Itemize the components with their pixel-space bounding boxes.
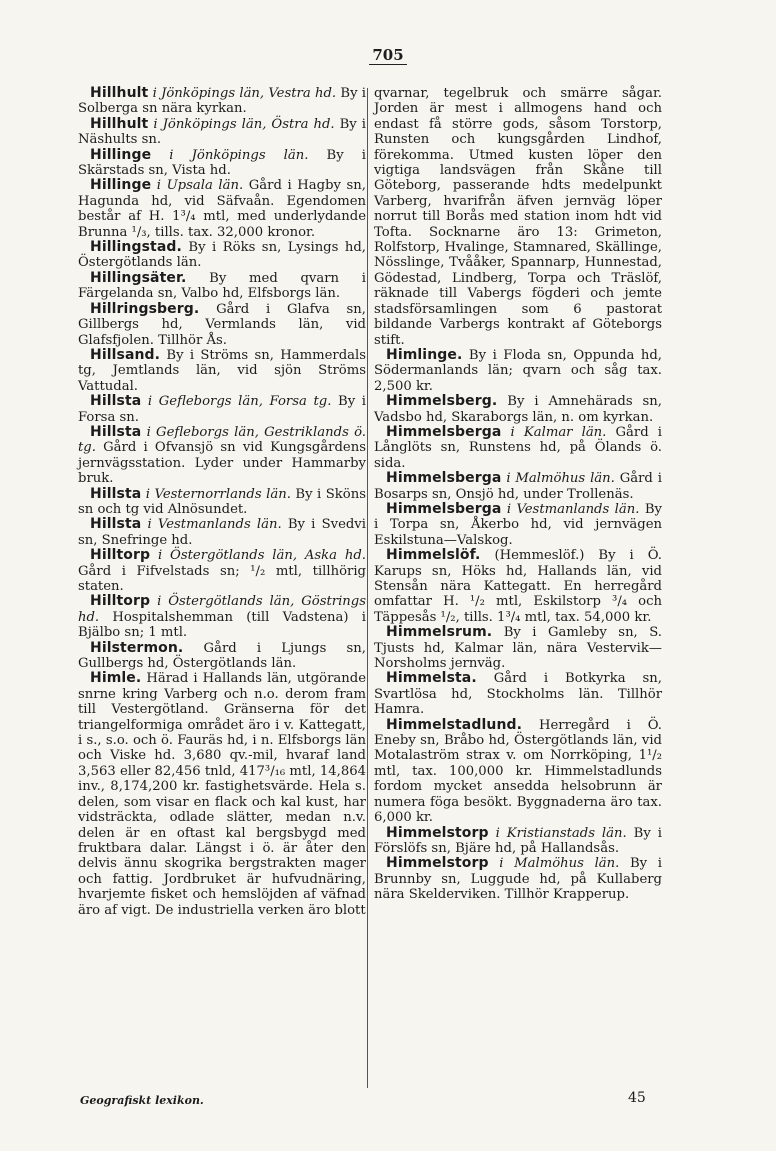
footer-sheet-number: 45 xyxy=(628,1090,646,1106)
entry-text: Härad i Hallands län, utgörande snrne kring Varberg och n.o. derom fram till Vestergötland. Gränserna för det triangelformiga området äro i v. Kattegatt, i s., s.o. och ö. Fauräs hd, i n. Elfsborgs län och Viske hd. 3,680 qv.-mil, hvaraf land 3,563 eller 82,456 tnld, 417³/₁₆ mtl, 14,864 inv., 8,174,200 kr. fastighetsvärde. Hela s. delen, som visar en flack och kal kust, har vidsträckta, odlade slätter, medan n.v. delen är en oftast kal bergsbygd med fruktbara dalar. Längst i ö. är åter den delvis ännu skogrika bergstrakten mager och fattig. Jordbruket är hufvudnäring, hvarjemte fisket och hemslöjden af väfnad äro af vigt. De industriella verken äro blott xyxy=(78,671,366,918)
entry-location: i Upsala län. xyxy=(156,178,244,194)
entry-headword: Hillingstad. xyxy=(90,239,182,256)
entry-headword: Hillsand. xyxy=(90,346,161,363)
entry-text: By i Brunnby sn, Luggude hd, på Kullaberg nära Skelderviken. Tillhör Krapperup. xyxy=(374,856,662,903)
entry-location: i Gefleborgs län, Gestriklands ö. tg. xyxy=(78,424,366,456)
right-column xyxy=(374,86,662,903)
entry-location: i Gefleborgs län, Forsa tg. xyxy=(147,394,332,410)
lexicon-entry xyxy=(78,641,366,672)
lexicon-entry xyxy=(78,271,366,302)
lexicon-entry xyxy=(374,502,662,548)
entry-headword: Hillingsäter. xyxy=(90,269,187,286)
entry-text: By i Floda sn, Oppunda hd, Södermanlands län; qvarn och såg tax. 2,500 kr. xyxy=(374,347,662,394)
lexicon-entry xyxy=(78,487,366,518)
entry-text: Gård i Ofvansjö sn vid Kungsgårdens jernvägsstation. Lyder under Hammarby bruk. xyxy=(78,440,366,487)
lexicon-entry xyxy=(78,117,366,148)
left-column xyxy=(78,86,366,918)
entry-location: i Östergötlands län, Aska hd. xyxy=(157,548,366,564)
lexicon-entry xyxy=(78,425,366,487)
entry-text: By i Röks sn, Lysings hd, Östergötlands län. xyxy=(78,240,366,271)
lexicon-entry xyxy=(374,856,662,902)
lexicon-entry xyxy=(374,86,662,348)
page-number: 705 xyxy=(0,46,776,64)
entry-text: By i Gamleby sn, S. Tjusts hd, Kalmar län, nära Vestervik—Norsholms jernväg. xyxy=(374,625,662,672)
entry-headword: Hilltorp xyxy=(90,593,151,610)
entry-headword: Hilltorp xyxy=(90,547,151,564)
lexicon-entry xyxy=(374,471,662,502)
entry-text: qvarnar, tegelbruk och smärre sågar. Jorden är mest i allmogens hand och endast få större gods, såsom Torstorp, Runsten och kungsgården Lindhof, förekomma. Utmed kusten löper den vigtiga landsvägen från Skåne till Göteborg, passerande hdts medelpunkt Varberg, hvarifrån äfven jernväg löper norrut till Borås med station inom hdt vid Tofta. Socknarne äro 13: Grimeton, Rolfstorp, Hvalinge, Stamnared, Skällinge, Nösslinge, Tvååker, Spannarp, Hunnestad, Gödestad, Lindberg, Torpa och Träslöf, räknade till Vabergs fögderi och jemte stadsförsamlingen som 6 pastorat bildande Varbergs kontrakt af Göteborgs stift. xyxy=(374,86,662,348)
lexicon-entry xyxy=(78,348,366,394)
lexicon-entry xyxy=(374,625,662,671)
footer-title: Geografiskt lexikon. xyxy=(80,1094,204,1107)
entry-location: i Kalmar län. xyxy=(510,424,607,440)
entry-text: Gård i Fifvelstads sn; ¹/₂ mtl, tillhörig staten. xyxy=(78,563,366,594)
entry-text: Gård i Botkyrka sn, Svartlösa hd, Stockholms län. Tillhör Hamra. xyxy=(374,671,662,718)
entry-headword: Himmelstorp xyxy=(386,824,489,841)
lexicon-entry xyxy=(374,718,662,826)
entry-text: By i Skärstads sn, Vista hd. xyxy=(78,147,366,179)
entry-text: By i Forsa sn. xyxy=(78,394,366,425)
lexicon-entry xyxy=(374,348,662,394)
lexicon-entry xyxy=(78,148,366,179)
lexicon-entry xyxy=(78,671,366,918)
entry-headword: Hillringsberg. xyxy=(90,300,200,317)
lexicon-entry xyxy=(374,394,662,425)
entry-text: Gård i Glafva sn, Gillbergs hd, Vermlands län, vid Glafsfjolen. Tillhör Ås. xyxy=(78,301,366,348)
entry-headword: Hillsta xyxy=(90,393,142,410)
entry-headword: Himmelsberga xyxy=(386,500,502,517)
lexicon-entry xyxy=(78,86,366,117)
lexicon-entry xyxy=(78,517,366,548)
lexicon-entry xyxy=(374,826,662,857)
entry-headword: Himmelsta. xyxy=(386,670,477,687)
entry-text: Gård i Ljungs sn, Gullbergs hd, Östergötlands län. xyxy=(78,640,366,672)
entry-location: i Kristianstads län. xyxy=(495,825,627,841)
lexicon-entry xyxy=(374,671,662,717)
entry-text: Herregård i Ö. Eneby sn, Bråbo hd, Östergötlands län, vid Motalaström strax v. om Norrköping, 1¹/₂ mtl, tax. 100,000 kr. Himmelstadlunds fordom mycket ansedda helsobrunn är numera föga besökt. Byggnaderna äro tax. 6,000 kr. xyxy=(374,717,662,826)
entry-location: i Vestmanlands län. xyxy=(147,517,282,533)
entry-headword: Hilstermon. xyxy=(90,639,184,656)
entry-headword: Himmelsberga xyxy=(386,423,502,440)
entry-text: By i Torpa sn, Åkerbo hd, vid jernvägen Eskilstuna—Valskog. xyxy=(374,501,662,548)
entry-headword: Himlinge. xyxy=(386,346,463,363)
entry-text: By i Förslöfs sn, Bjäre hd, på Hallandsås. xyxy=(374,825,662,856)
entry-text: By i Sköns sn och tg vid Alnösundet. xyxy=(78,486,366,517)
entry-headword: Himmelsberga xyxy=(386,470,502,487)
entry-headword: Himmelsberg. xyxy=(386,393,498,410)
entry-location: i Jönköpings län. xyxy=(169,147,309,163)
entry-text: By i Ströms sn, Hammerdals tg, Jemtlands län, vid sjön Ströms Vattudal. xyxy=(78,347,366,394)
entry-location: i Jönköpings län, Vestra hd. xyxy=(152,86,337,101)
entry-headword: Hillsta xyxy=(90,485,142,502)
entry-text: By i Solberga sn nära kyrkan. xyxy=(78,86,366,117)
entry-text: Hospitalshemman (till Vadstena) i Bjälbo sn; 1 mtl. xyxy=(78,609,366,641)
lexicon-entry xyxy=(374,548,662,625)
entry-headword: Hillhult xyxy=(90,115,149,132)
entry-text: By i Amnehärads sn, Vadsbo hd, Skaraborgs län, n. om kyrkan. xyxy=(374,394,662,425)
lexicon-entry xyxy=(78,394,366,425)
lexicon-entry xyxy=(78,594,366,640)
lexicon-entry xyxy=(78,548,366,594)
entry-headword: Himmelstadlund. xyxy=(386,716,523,733)
entry-headword: Himmelsrum. xyxy=(386,624,493,641)
lexicon-entry xyxy=(374,425,662,471)
entry-headword: Hillhult xyxy=(90,85,149,101)
entry-headword: Himmelstorp xyxy=(386,855,489,872)
entry-location: i Östergötlands län, Göstrings hd. xyxy=(78,594,366,625)
column-divider xyxy=(367,88,368,1088)
entry-headword: Hillinge xyxy=(90,146,152,163)
entry-location: i Vestmanlands län. xyxy=(506,501,640,517)
entry-text: (Hemmeslöf.) By i Ö. Karups sn, Höks hd, Hallands län, vid Stensån nära Kattegatt. En herregård omfattar H. ¹/₂ mtl, Eskilstorp ³/₄ och Täppesås ¹/₂, tills. 1³/₄ mtl, tax. 54,000 kr. xyxy=(374,548,662,625)
entry-text: Gård i Långlöts sn, Runstens hd, på Ölands ö. sida. xyxy=(374,424,662,471)
entry-location: i Jönköpings län, Östra hd. xyxy=(153,116,335,132)
entry-text: By med qvarn i Färgelanda sn, Valbo hd, Elfsborgs län. xyxy=(78,270,366,302)
entry-text: By i Näshults sn. xyxy=(78,116,366,148)
entry-location: i Malmöhus län. xyxy=(506,471,615,487)
entry-headword: Hillinge xyxy=(90,177,152,194)
entry-headword: Hillsta xyxy=(90,423,142,440)
entry-location: i Malmöhus län. xyxy=(499,856,620,872)
entry-text: By i Svedvi sn, Snefringe hd. xyxy=(78,517,366,548)
entry-location: i Vesternorrlands län. xyxy=(145,486,291,502)
lexicon-entry xyxy=(78,240,366,271)
entry-headword: Hillsta xyxy=(90,516,142,533)
lexicon-entry xyxy=(78,302,366,348)
lexicon-entry xyxy=(78,178,366,240)
entry-text: Gård i Bosarps sn, Onsjö hd, under Trollenäs. xyxy=(374,471,662,502)
entry-headword: Himle. xyxy=(90,670,142,687)
entry-text: Gård i Hagby sn, Hagunda hd, vid Säfvaån. Egendomen består af H. 1³/₄ mtl, med underlydande Brunna ¹/₃, tills. tax. 32,000 kronor. xyxy=(78,178,366,240)
entry-headword: Himmelslöf. xyxy=(386,547,481,564)
